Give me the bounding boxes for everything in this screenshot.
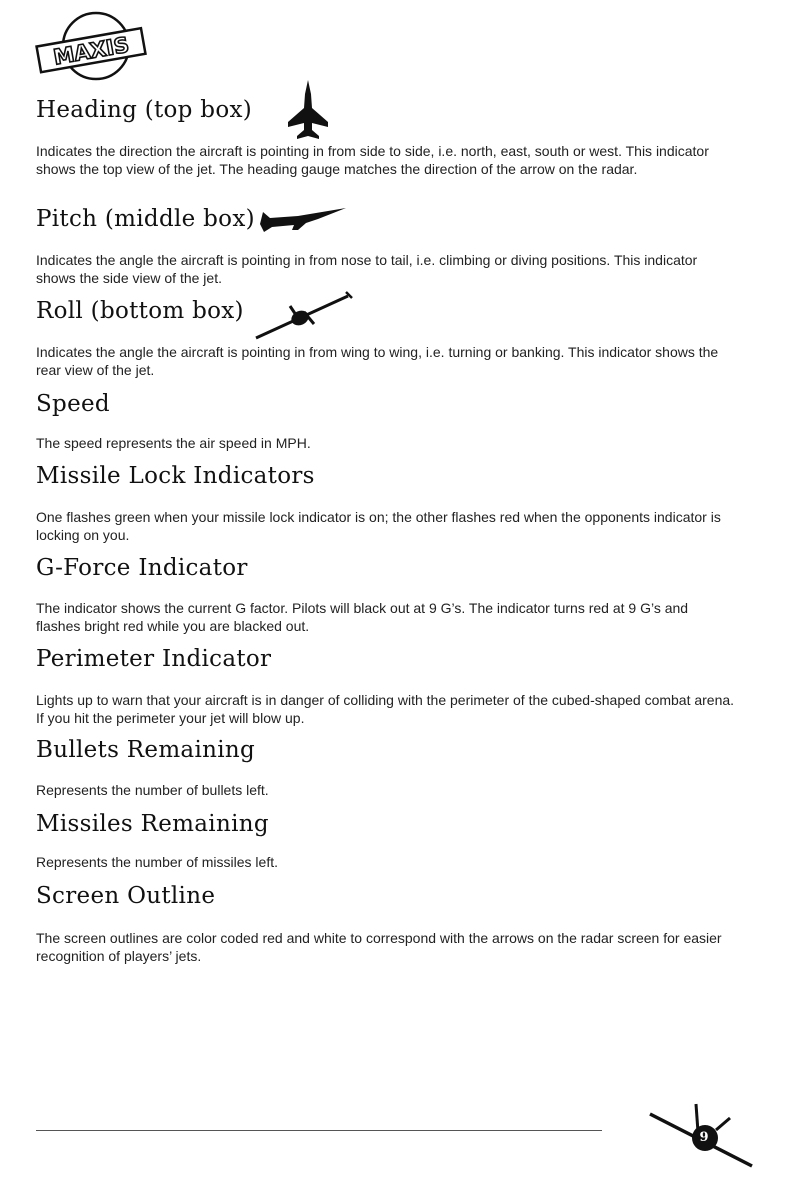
section-body-roll: Indicates the angle the aircraft is pointing in from wing to wing, i.e. turning or banking. This indicator shows the rear view of the jet.: [36, 344, 719, 378]
section-body-pitch: Indicates the angle the aircraft is pointing in from nose to tail, i.e. climbing or diving positions. This indicator shows the side view of the jet.: [36, 252, 698, 286]
section-title-screen-outline: Screen Outline: [36, 883, 216, 909]
footer-rule: [36, 1130, 602, 1131]
svg-text:MAXIS: MAXIS: [51, 32, 131, 70]
section-title-roll: Roll (bottom box): [36, 298, 244, 324]
section-body-screen-outline: The screen outlines are color coded red and white to correspond with the arrows on the radar screen for easier recognition of players’ jets.: [36, 930, 722, 964]
jet-side-view-icon: [258, 204, 348, 239]
jet-top-view-icon: [284, 78, 332, 147]
section-title-pitch: Pitch (middle box): [36, 206, 255, 232]
section-title-g-force: G-Force Indicator: [36, 555, 248, 581]
section-body-g-force: The indicator shows the current G factor. Pilots will black out at 9 G’s. The indicator turns red at 9 G’s and flashes bright red while you are blacked out.: [36, 600, 689, 634]
section-body-missiles: Represents the number of missiles left.: [36, 854, 278, 870]
page-number: 9: [699, 1130, 709, 1145]
jet-rear-view-icon: [254, 290, 354, 347]
section-title-heading: Heading (top box): [36, 97, 253, 123]
section-body-missile-lock: One flashes green when your missile lock indicator is on; the other flashes red when the opponents indicator is locking on you.: [36, 509, 721, 543]
section-body-perimeter: Lights up to warn that your aircraft is in danger of colliding with the perimeter of the cubed-shaped combat arena. If you hit the perimeter your jet will blow up.: [36, 692, 735, 726]
section-body-bullets: Represents the number of bullets left.: [36, 782, 269, 798]
section-title-bullets: Bullets Remaining: [36, 737, 256, 763]
section-body-speed: The speed represents the air speed in MPH.: [36, 435, 311, 451]
section-title-missile-lock: Missile Lock Indicators: [36, 463, 315, 489]
section-title-perimeter: Perimeter Indicator: [36, 646, 272, 672]
section-title-missiles: Missiles Remaining: [36, 811, 269, 837]
section-title-speed: Speed: [36, 391, 110, 417]
maxis-logo: [32, 10, 150, 82]
section-body-heading: Indicates the direction the aircraft is pointing in from side to side, i.e. north, east, south or west. This indicator shows the top view of the jet. The heading gauge matches the direction of the arrow on the radar.: [36, 143, 709, 177]
